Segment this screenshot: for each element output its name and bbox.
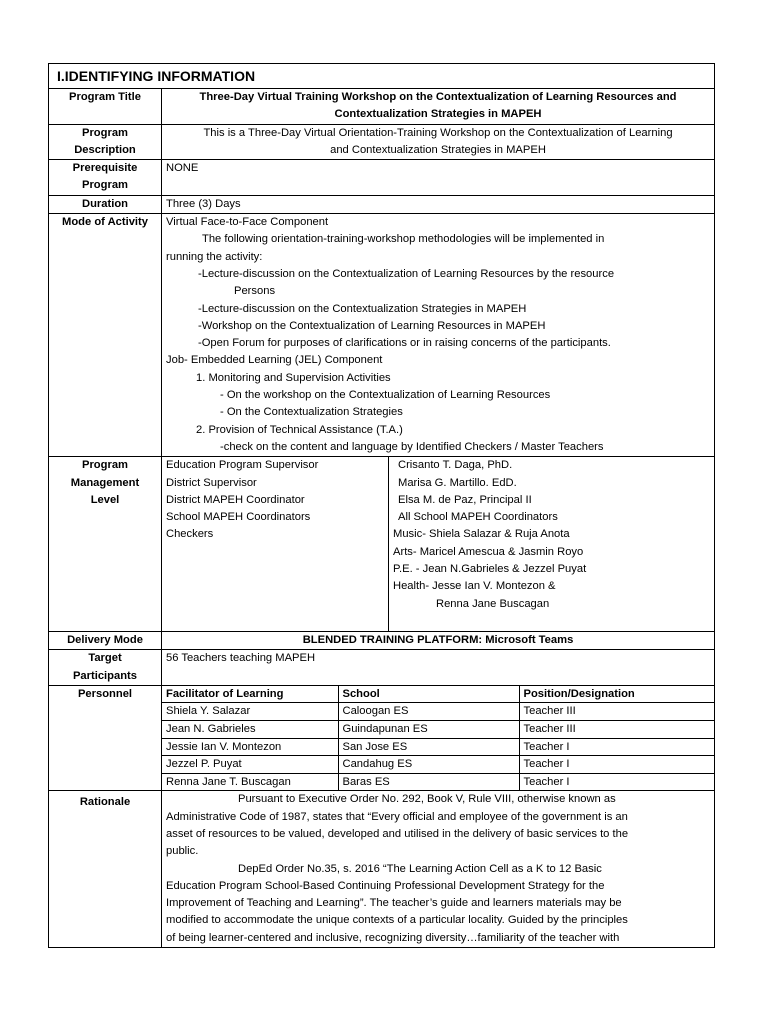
name-line: Health- Jesse Ian V. Montezon & (393, 580, 556, 593)
label-line: Description (74, 143, 136, 156)
activity-line: -Workshop on the Contextualization of Learning Resources in MAPEH (198, 319, 546, 332)
prerequisite-value: NONE (162, 160, 715, 196)
rationale-line: Pursuant to Executive Order No. 292, Book V, Rule VIII, otherwise known as (238, 793, 616, 806)
personnel-header-row (162, 686, 714, 703)
facilitator-school: Guindapunan ES (338, 720, 519, 738)
name-line: Elsa M. de Paz, Principal II (398, 493, 532, 506)
role-line: Checkers (166, 528, 214, 541)
label-line: Target (88, 652, 122, 665)
facilitator-school: San Jose ES (338, 738, 519, 756)
facilitator-position: Teacher I (519, 773, 714, 790)
personnel-label: Personnel (49, 685, 162, 791)
table-row (162, 773, 714, 790)
rationale-row (49, 791, 715, 948)
facilitator-name: Shiela Y. Salazar (162, 703, 338, 721)
section-header-row (49, 64, 715, 89)
label-line: Management (70, 476, 140, 489)
duration-label: Duration (49, 195, 162, 213)
activity-line: -Lecture-discussion on the Contextualization Strategies in MAPEH (198, 302, 527, 315)
table-row (162, 738, 714, 756)
identifying-information-table (48, 63, 715, 948)
rationale-label: Rationale (49, 791, 162, 948)
program-title-line: Contextualization Strategies in MAPEH (334, 108, 542, 121)
name-line: Renna Jane Buscagan (436, 597, 550, 610)
role-line: District MAPEH Coordinator (166, 493, 305, 506)
name-line: P.E. - Jean N.Gabrieles & Jezzel Puyat (393, 563, 587, 576)
facilitator-position: Teacher III (519, 703, 714, 721)
name-line: Marisa G. Martillo. EdD. (398, 476, 517, 489)
management-names (388, 457, 714, 631)
prerequisite-label (49, 160, 162, 196)
facilitator-school: Caloogan ES (338, 703, 519, 721)
program-title-value (162, 89, 715, 125)
activity-line: The following orientation-training-workshop methodologies will be implemented in (202, 233, 605, 246)
target-participants-value: 56 Teachers teaching MAPEH (162, 650, 715, 686)
facilitator-position: Teacher I (519, 756, 714, 774)
role-line: School MAPEH Coordinators (166, 511, 311, 524)
label-line: Program (81, 179, 128, 192)
personnel-header: School (338, 686, 519, 703)
activity-line: -Open Forum for purposes of clarifications or in raising concerns of the participants. (198, 337, 611, 350)
mode-of-activity-value (162, 214, 715, 457)
name-line: All School MAPEH Coordinators (398, 511, 558, 524)
rationale-line: Improvement of Teaching and Learning”. The teacher’s guide and learners materials may be (166, 897, 622, 910)
personnel-header: Position/Designation (519, 686, 714, 703)
rationale-line: asset of resources to be valued, developed and utilised in the delivery of basic services to the (166, 827, 629, 840)
management-columns (162, 457, 714, 631)
facilitator-name: Jessie Ian V. Montezon (162, 738, 338, 756)
label-line: Level (90, 493, 120, 506)
facilitator-name: Jean N. Gabrieles (162, 720, 338, 738)
activity-line: running the activity: (166, 250, 263, 263)
personnel-value (162, 685, 715, 791)
delivery-mode-value: BLENDED TRAINING PLATFORM: Microsoft Teams (162, 631, 715, 649)
rationale-line: modified to accommodate the unique contexts of a particular locality. Guided by the principles (166, 914, 628, 927)
activity-line: Job- Embedded Learning (JEL) Component (166, 354, 383, 367)
activity-line: - On the Contextualization Strategies (220, 406, 403, 419)
activity-line: Virtual Face-to-Face Component (166, 216, 329, 229)
name-line: Music- Shiela Salazar & Ruja Anota (393, 528, 570, 541)
name-line: Arts- Maricel Amescua & Jasmin Royo (393, 545, 584, 558)
rationale-value (162, 791, 715, 948)
description-line: and Contextualization Strategies in MAPEH (330, 143, 546, 156)
delivery-mode-label: Delivery Mode (49, 631, 162, 649)
label-line: Program (81, 126, 128, 139)
program-management-label (49, 457, 162, 632)
program-description-row (49, 124, 715, 160)
section-title: I.IDENTIFYING INFORMATION (49, 64, 715, 89)
program-description-label (49, 124, 162, 160)
activity-line: 1. Monitoring and Supervision Activities (196, 371, 391, 384)
facilitator-position: Teacher III (519, 720, 714, 738)
facilitator-school: Baras ES (338, 773, 519, 790)
rationale-line: Education Program School-Based Continuing Professional Development Strategy for the (166, 879, 605, 892)
duration-row (49, 195, 715, 213)
target-participants-row (49, 650, 715, 686)
personnel-table (162, 686, 714, 791)
role-line: Education Program Supervisor (166, 459, 319, 472)
facilitator-position: Teacher I (519, 738, 714, 756)
prerequisite-row (49, 160, 715, 196)
personnel-row (49, 685, 715, 791)
activity-line: 2. Provision of Technical Assistance (T.A.) (196, 423, 403, 436)
identifying-information-document (48, 63, 714, 948)
activity-line: -check on the content and language by Identified Checkers / Master Teachers (220, 440, 604, 453)
table-row (162, 720, 714, 738)
rationale-line: public. (166, 845, 199, 858)
target-participants-label (49, 650, 162, 686)
activity-line: -Lecture-discussion on the Contextualization of Learning Resources by the resource (198, 267, 615, 280)
facilitator-school: Candahug ES (338, 756, 519, 774)
facilitator-name: Jezzel P. Puyat (162, 756, 338, 774)
management-roles (162, 457, 388, 631)
description-line: This is a Three-Day Virtual Orientation-Training Workshop on the Contextualization of Learning (203, 126, 673, 139)
label-line: Program (81, 459, 128, 472)
activity-line: Persons (234, 285, 276, 298)
delivery-mode-row (49, 631, 715, 649)
program-title-row (49, 89, 715, 125)
rationale-line: DepEd Order No.35, s. 2016 “The Learning Action Cell as a K to 12 Basic (238, 862, 602, 875)
personnel-header: Facilitator of Learning (162, 686, 338, 703)
program-title-label: Program Title (49, 89, 162, 125)
table-row (162, 756, 714, 774)
mode-of-activity-row (49, 214, 715, 457)
program-management-value (162, 457, 715, 632)
label-line: Participants (72, 669, 138, 682)
duration-value: Three (3) Days (162, 195, 715, 213)
rationale-line: of being learner-centered and inclusive, recognizing diversity…familiarity of the teacher with (166, 931, 620, 944)
role-line: District Supervisor (166, 476, 257, 489)
table-row (162, 703, 714, 721)
rationale-line: Administrative Code of 1987, states that “Every official and employee of the government is an (166, 810, 628, 823)
program-title-line: Three-Day Virtual Training Workshop on the Contextualization of Learning Resources and (199, 91, 677, 103)
program-description-value (162, 124, 715, 160)
facilitator-name: Renna Jane T. Buscagan (162, 773, 338, 790)
name-line: Crisanto T. Daga, PhD. (398, 459, 513, 472)
program-management-row (49, 457, 715, 632)
activity-line: - On the workshop on the Contextualization of Learning Resources (220, 389, 551, 402)
mode-of-activity-label: Mode of Activity (49, 214, 162, 457)
label-line: Prerequisite (72, 162, 138, 175)
